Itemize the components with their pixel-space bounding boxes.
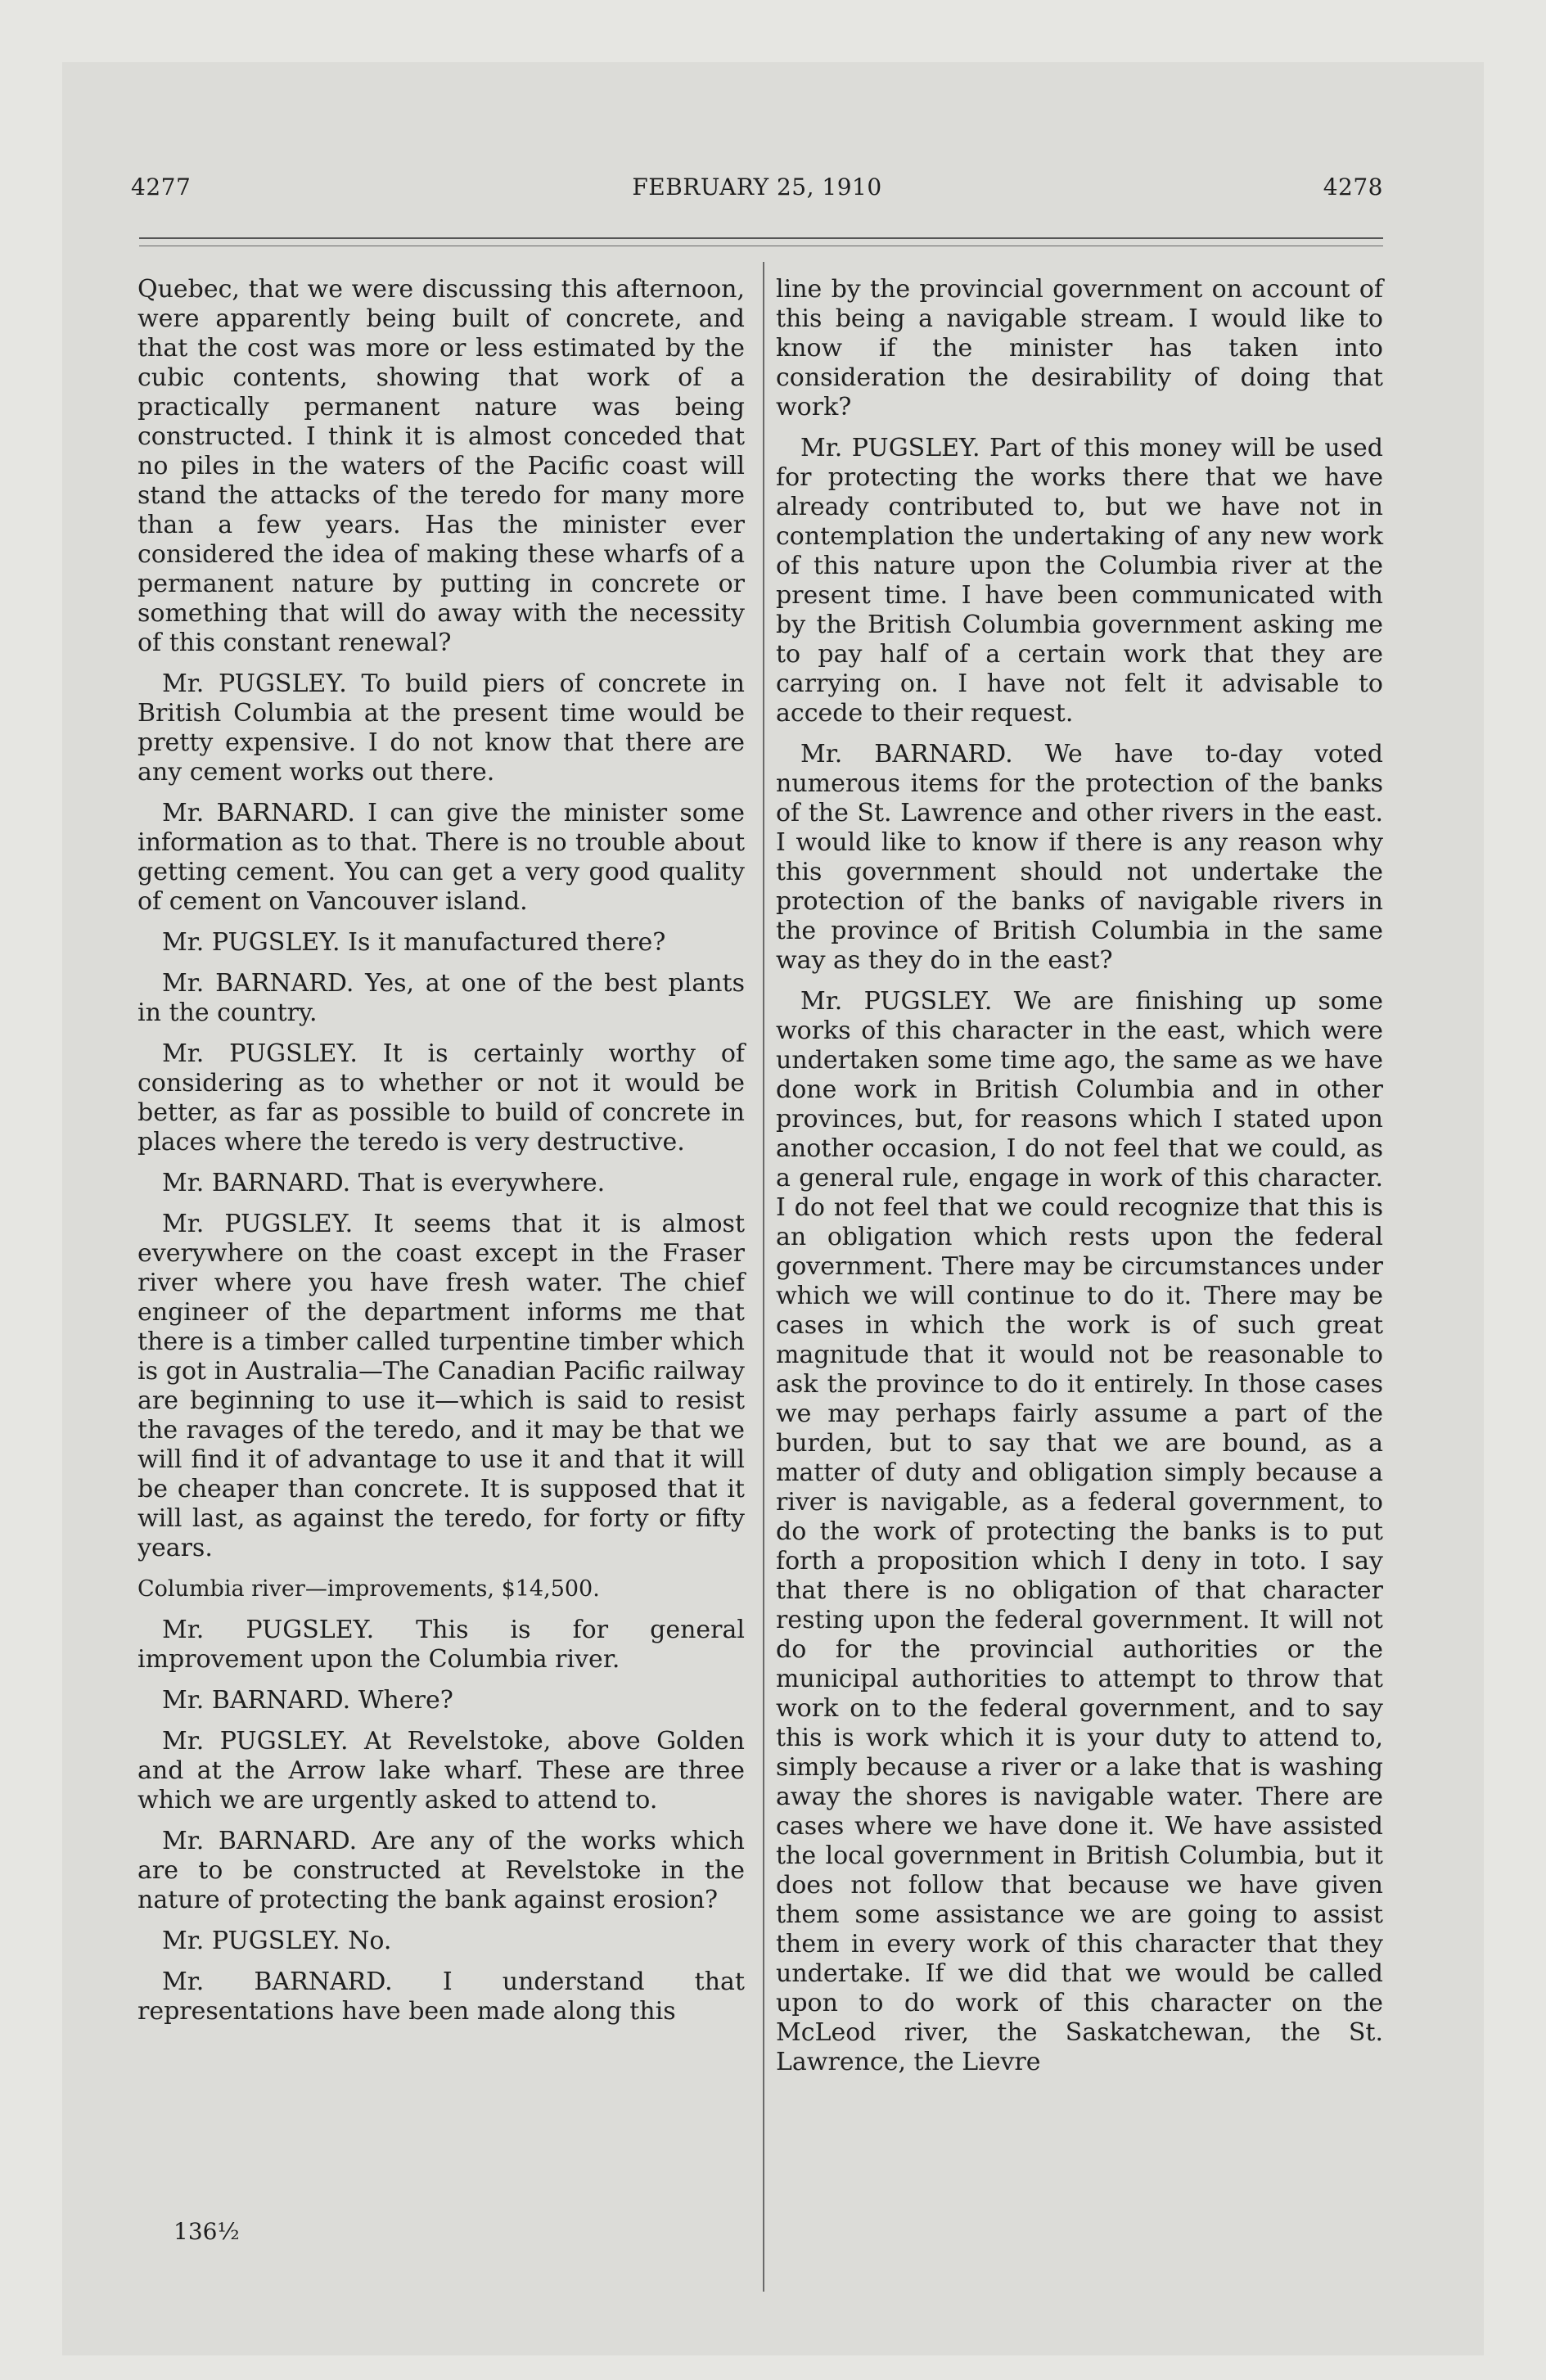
right-page-number: 4278 <box>1323 174 1383 201</box>
paragraph: Mr. PUGSLEY. It is certainly worthy of considering as to whether or not it would be better, as far as possible to build of concrete in places where the teredo is very destructive. <box>137 1039 745 1156</box>
left-page-number: 4277 <box>131 174 192 201</box>
paragraph: Mr. PUGSLEY. It seems that it is almost everywhere on the coast except in the Fraser river where you have fresh water. The chief engineer of the department informs me that there is a timber called turpentine timber which is got in Australia—The Canadian Pacific railway are beginning to use it—which is said to resist the ravages of the teredo, and it may be that we will find it of advantage to use it and that it will be cheaper than concrete. It is supposed that it will last, as against the teredo, for forty or fifty years. <box>137 1210 745 1562</box>
paragraph: Mr. BARNARD. Yes, at one of the best plants in the country. <box>137 969 745 1027</box>
header-rule <box>139 237 1383 239</box>
paragraph: line by the provincial government on account of this being a navigable stream. I would like to know if the minister has taken into consideration the desirability of doing that work? <box>776 275 1383 421</box>
estimate-item: Columbia river—improvements, $14,500. <box>137 1576 600 1602</box>
page-header <box>131 174 1383 206</box>
paragraph: Mr. BARNARD. That is everywhere. <box>162 1169 606 1197</box>
paragraph: Mr. BARNARD. Are any of the works which are to be constructed at Revelstoke in the nature of protecting the bank against erosion? <box>137 1827 745 1914</box>
paragraph: Quebec, that we were discussing this afternoon, were apparently being built of concrete, and that the cost was more or less estimated by the cubic contents, showing that work of a practically permanent nature was being constructed. I think it is almost conceded that no piles in the waters of the Pacific coast will stand the attacks of the teredo for many more than a few years. Has the minister ever considered the idea of making these wharfs of a permanent nature by putting in concrete or something that will do away with the necessity of this constant renewal? <box>137 275 745 657</box>
right-column <box>776 275 1383 2089</box>
folio-mark: 136½ <box>174 2218 240 2245</box>
column-divider <box>763 262 764 2292</box>
paragraph: Mr. BARNARD. I understand that representations have been made along this <box>137 1968 745 2026</box>
paragraph: Mr. BARNARD. Where? <box>162 1686 453 1715</box>
paragraph: Mr. PUGSLEY. No. <box>162 1927 392 1955</box>
paragraph: Mr. PUGSLEY. Part of this money will be used for protecting the works there that we have already contributed to, but we have not in contemplation the undertaking of any new work of this nature upon the Columbia river at the present time. I have been communicated with by the British Columbia government asking me to pay half of a certain work that they are carrying on. I have not felt it advisable to accede to their request. <box>776 434 1383 728</box>
left-column <box>137 275 745 2038</box>
paragraph: Mr. PUGSLEY. At Revelstoke, above Golden and at the Arrow lake wharf. These are three which we are urgently asked to attend to. <box>137 1727 745 1814</box>
paragraph: Mr. BARNARD. I can give the minister some information as to that. There is no trouble about getting cement. You can get a very good quality of cement on Vancouver island. <box>137 799 745 916</box>
paragraph: Mr. PUGSLEY. Is it manufactured there? <box>162 928 666 957</box>
page-date: FEBRUARY 25, 1910 <box>632 174 882 201</box>
paragraph: Mr. PUGSLEY. To build piers of concrete in British Columbia at the present time would be pretty expensive. I do not know that there are any cement works out there. <box>137 669 745 787</box>
paragraph: Mr. PUGSLEY. We are finishing up some works of this character in the east, which were undertaken some time ago, the same as we have done work in British Columbia and in other provinces, but, for reasons which I stated upon another occasion, I do not feel that we could, as a general rule, engage in work of this character. I do not feel that we could recognize that this is an obligation which rests upon the federal government. There may be circumstances under which we will continue to do it. There may be cases in which the work is of such great magnitude that it would not be reasonable to ask the province to do it entirely. In those cases we may perhaps fairly assume a part of the burden, but to say that we are bound, as a matter of duty and obligation simply because a river is navigable, as a federal government, to do the work of protecting the banks is to put forth a proposition which I deny in toto. I say that there is no obligation of that character resting upon the federal government. It will not do for the provincial authorities or the municipal authorities to attempt to throw that work on to the federal government, and to say this is work which it is your duty to attend to, simply because a river or a lake that is washing away the shores is navigable water. There are cases where we have done it. We have assisted the local government in British Columbia, but it does not follow that because we have given them some assistance we are going to assist them in every work of this character that they undertake. If we did that we would be called upon to do work of this character on the McLeod river, the Saskatchewan, the St. Lawrence, the Lievre <box>776 987 1383 2076</box>
paragraph: Mr. PUGSLEY. This is for general improvement upon the Columbia river. <box>137 1616 745 1674</box>
paragraph: Mr. BARNARD. We have to-day voted numerous items for the protection of the banks of the St. Lawrence and other rivers in the east. I would like to know if there is any reason why this government should not undertake the protection of the banks of navigable rivers in the province of British Columbia in the same way as they do in the east? <box>776 740 1383 975</box>
hansard-page <box>131 164 1383 2292</box>
